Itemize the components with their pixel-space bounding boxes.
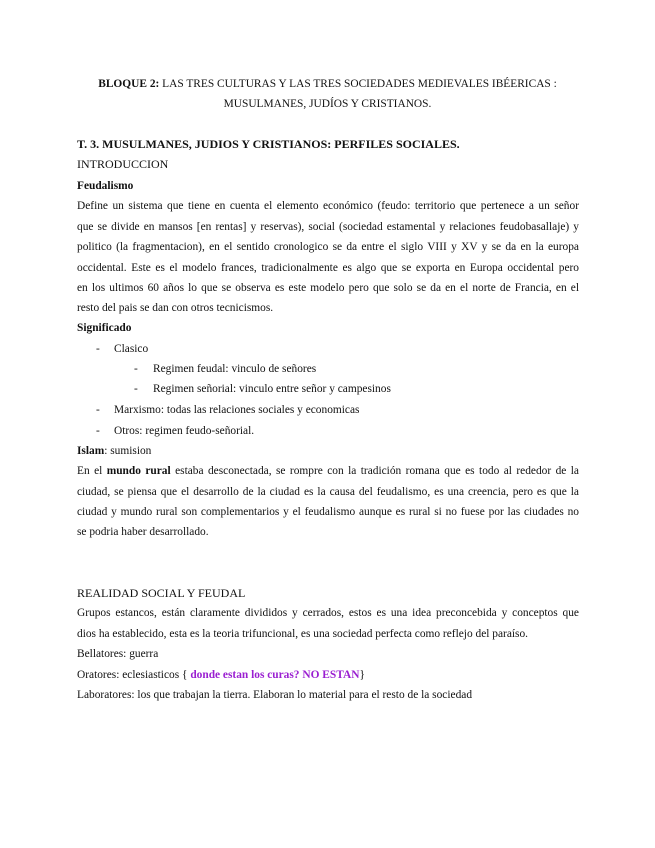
realidad-line: Grupos estancos, están claramente divididos y cerrados, estos es una idea preconcebida y conceptos que: [77, 607, 579, 619]
list-dash: -: [96, 343, 100, 355]
bloque-label: BLOQUE 2:: [98, 78, 160, 90]
significado-heading: Significado: [77, 322, 132, 334]
title-line-2: MUSULMANES, JUDÍOS Y CRISTIANOS.: [223, 98, 432, 110]
oratores-highlight: donde estan los curas? NO ESTAN: [187, 669, 360, 681]
mundo-rural-pre: En el: [77, 465, 107, 477]
oratores-close: }: [359, 669, 365, 681]
feudalismo-line: resto del pais se dan con otros tecnicismos.: [77, 302, 274, 314]
feudalismo-heading: Feudalismo: [77, 180, 134, 192]
sublist-dash: -: [134, 383, 138, 395]
list-dash: -: [96, 425, 100, 437]
islam-line: [77, 443, 151, 459]
sublist-item-regimen-senorial: Regimen señorial: vinculo entre señor y campesinos: [153, 383, 391, 395]
islam-text: : sumision: [104, 445, 152, 457]
feudalismo-line: que se divide en mansos [en rentas] y reservas), social (sociedad estamental y relaciones feudobasallaje) y: [77, 221, 579, 233]
document-title: [60, 74, 595, 114]
laboratores-line: Laboratores: los que trabajan la tierra. Elaboran lo material para el resto de la sociedad: [77, 689, 473, 701]
sublist-dash: -: [134, 363, 138, 375]
feudalismo-line: occidental. Este es el modelo frances, tradicionalmente es algo que se exporta en Europa occidental pero: [77, 262, 579, 274]
feudalismo-line: politico (la fragmentacion), en el sentido cronologico se da entre el siglo VIII y XV y se da en la europa: [77, 241, 579, 253]
list-item-marxismo: Marxismo: todas las relaciones sociales y economicas: [114, 404, 360, 416]
intro-heading: INTRODUCCION: [77, 157, 169, 171]
list-item-otros: Otros: regimen feudo-señorial.: [114, 425, 255, 437]
list-item-clasico: Clasico: [114, 343, 149, 355]
mundo-rural-line: ciudad, se piensa que el desarrollo de la ciudad es la causa del feudalismo, es una creencia, pero es que la: [77, 486, 579, 498]
oratores-line: [77, 667, 365, 683]
list-dash: -: [96, 404, 100, 416]
realidad-line: dios ha establecido, esta es la teoria trifuncional, es una sociedad perfecta como reflejo del paraíso.: [77, 628, 529, 640]
mundo-rural-bold: mundo rural: [106, 465, 171, 477]
title-line-1-text: LAS TRES CULTURAS Y LAS TRES SOCIEDADES MEDIEVALES IBÉERICAS :: [159, 78, 557, 90]
mundo-rural-line: se podria haber desarrollado.: [77, 526, 209, 538]
islam-label: Islam: [77, 445, 105, 457]
mundo-rural-text: estaba desconectada, se rompre con la tradición romana que es todo al rededor de la: [170, 465, 579, 477]
feudalismo-line: en los ultimos 60 años lo que se observa es este modelo pero que solo se da en el norte de Francia, en el: [77, 282, 579, 294]
mundo-rural-line: ciudad y mundo rural son complementarios y el feudalismo aunque es rural si no fuese por las ciudades no: [77, 506, 579, 518]
feudalismo-line: Define un sistema que tiene en cuenta el elemento económico (feudo: territorio que pertenece a un señor: [77, 200, 579, 212]
title-line-1: [60, 74, 595, 94]
section-heading: T. 3. MUSULMANES, JUDIOS Y CRISTIANOS: PERFILES SOCIALES.: [77, 137, 460, 151]
sublist-item-regimen-feudal: Regimen feudal: vinculo de señores: [153, 363, 317, 375]
bellatores-line: Bellatores: guerra: [77, 648, 159, 660]
oratores-text: Oratores: eclesiasticos {: [77, 669, 188, 681]
realidad-heading: REALIDAD SOCIAL Y FEUDAL: [77, 586, 246, 600]
mundo-rural-line: [77, 463, 579, 479]
